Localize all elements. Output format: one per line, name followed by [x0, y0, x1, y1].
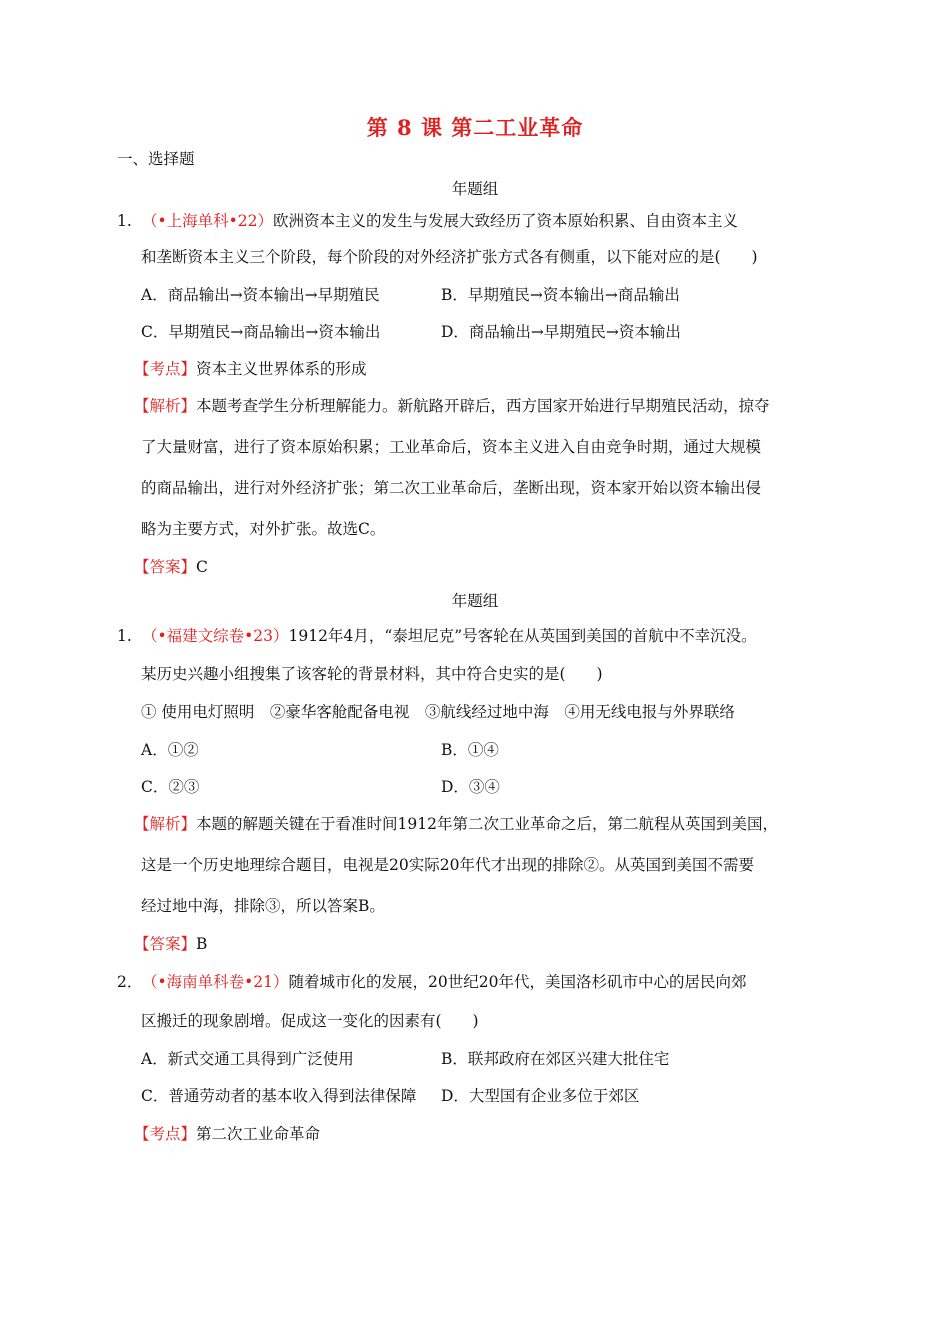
q1-kaodian-text: 资本主义世界体系的形成: [196, 360, 367, 378]
page-title: 第 8 课 第二工业革命: [366, 115, 584, 140]
q1-stem-line1: [142, 211, 738, 231]
q2-stem-line2: 某历史兴趣小组搜集了该客轮的背景材料，其中符合史实的是( ): [141, 665, 603, 683]
group-heading-1: 年题组: [451, 180, 499, 198]
q3-option-b: B．联邦政府在郊区兴建大批住宅: [441, 1050, 670, 1068]
q1-stem-line2: 和垄断资本主义三个阶段，每个阶段的对外经济扩张方式各有侧重，以下能对应的是( ): [141, 248, 758, 266]
q2-option-c: C．②③: [141, 778, 200, 796]
q3-kaodian-text: 第二次工业命革命: [196, 1125, 321, 1143]
q2-items: ① 使用电灯照明 ②豪华客舱配备电视 ③航线经过地中海 ④用无线电报与外界联络: [141, 703, 735, 721]
q2-jiexi1: 本题的解题关键在于看准时间1912年第二次工业革命之后，第二航程从英国到美国，: [196, 815, 778, 833]
q3-kaodian: [134, 1124, 320, 1144]
q1-option-c: C．早期殖民→商品输出→资本输出: [141, 323, 381, 341]
q1-answer-tag: 【答案】: [134, 558, 197, 576]
q1-jiexi-line1: [134, 396, 770, 416]
q2-jiexi-tag: 【解析】: [134, 815, 197, 833]
q3-option-d: D．大型国有企业多位于郊区: [441, 1087, 640, 1105]
q3-kaodian-tag: 【考点】: [134, 1125, 197, 1143]
q1-jiexi-line3: 的商品输出，进行对外经济扩张；第二次工业革命后，垄断出现，资本家开始以资本输出侵: [141, 479, 762, 497]
q1-number: 1.: [117, 212, 132, 230]
group-heading-2: 年题组: [451, 592, 499, 610]
q2-answer-tag: 【答案】: [134, 935, 197, 953]
q2-option-b: B．①④: [441, 741, 499, 759]
q1-source: （•上海单科•22）: [142, 212, 274, 230]
q3-source: （•海南单科卷•21）: [142, 973, 289, 991]
q2-stem-line1: [142, 626, 757, 646]
q1-answer: [134, 557, 208, 577]
q1-jiexi-line4: 略为主要方式，对外扩张。故选C。: [141, 520, 386, 538]
q3-number: 2．: [117, 973, 143, 991]
q1-answer-text: C: [196, 558, 208, 576]
q2-source: （•福建文综卷•23）: [142, 627, 289, 645]
q3-option-c: C．普通劳动者的基本收入得到法律保障: [141, 1087, 417, 1105]
q2-jiexi-line2: 这是一个历史地理综合题目，电视是20实际20年代才出现的排除②。从英国到美国不需要: [141, 856, 754, 874]
q2-number: 1.: [117, 627, 132, 645]
q1-kaodian-tag: 【考点】: [134, 360, 197, 378]
q1-stem1: 欧洲资本主义的发生与发展大致经历了资本原始积累、自由资本主义: [273, 212, 739, 230]
q1-jiexi-tag: 【解析】: [134, 397, 197, 415]
q2-jiexi-line3: 经过地中海，排除③，所以答案B。: [141, 897, 385, 915]
q1-option-d: D．商品输出→早期殖民→资本输出: [441, 323, 681, 341]
q3-option-a: A．新式交通工具得到广泛使用: [141, 1050, 354, 1068]
q3-stem-line1: [142, 972, 746, 992]
q3-stem-line2: 区搬迁的现象剧增。促成这一变化的因素有( ): [141, 1012, 479, 1030]
q2-jiexi-line1: [134, 814, 778, 834]
q1-option-a: A．商品输出→资本输出→早期殖民: [141, 286, 380, 304]
q2-option-d: D．③④: [441, 778, 500, 796]
q2-option-a: A．①②: [141, 741, 199, 759]
q1-jiexi-line2: 了大量财富，进行了资本原始积累；工业革命后，资本主义进入自由竞争时期，通过大规模: [141, 438, 762, 456]
q1-kaodian: [134, 359, 367, 379]
section-heading: 一、选择题: [117, 150, 195, 168]
q2-stem1: 1912年4月，“泰坦尼克”号客轮在从英国到美国的首航中不幸沉没。: [288, 627, 757, 645]
q1-option-b: B．早期殖民→资本输出→商品输出: [441, 286, 680, 304]
q2-answer-text: B: [196, 935, 208, 953]
q3-stem1: 随着城市化的发展，20世纪20年代，美国洛杉矶市中心的居民向郊: [288, 973, 747, 991]
q1-jiexi1: 本题考查学生分析理解能力。新航路开辟后，西方国家开始进行早期殖民活动，掠夺: [196, 397, 770, 415]
q2-answer: [134, 934, 207, 954]
